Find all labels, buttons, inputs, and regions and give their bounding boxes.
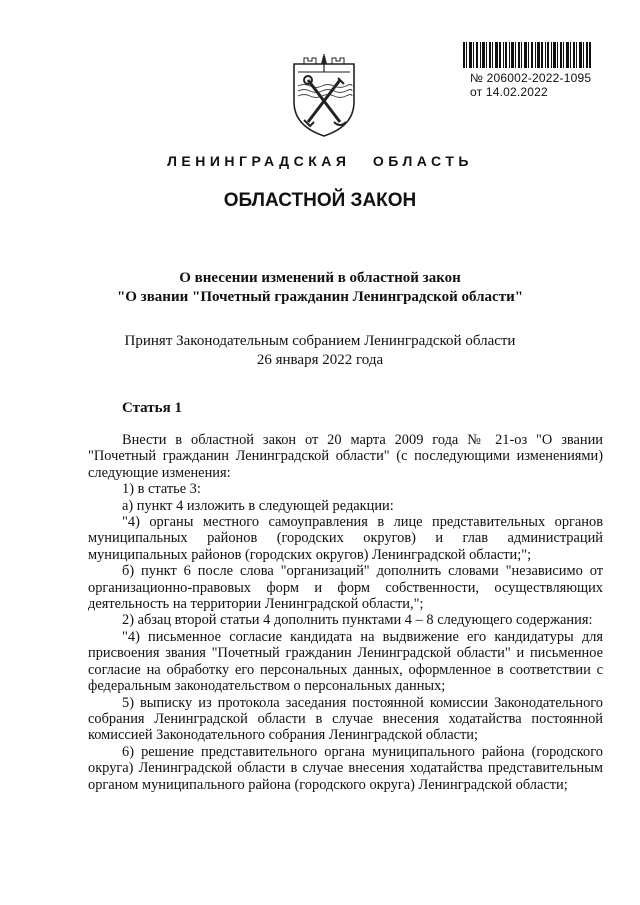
law-type-heading: ОБЛАСТНОЙ ЗАКОН (223, 190, 417, 211)
adoption-date: 26 января 2022 года (256, 352, 384, 368)
article-paragraph: 2) абзац второй статьи 4 дополнить пунктами 4 – 8 следующего содержания: (122, 612, 593, 629)
article-paragraph: б) пункт 6 после слова "организаций" дополнить словами "независимо от организационно-правовых форм и форм собственности, осуществляющих деятельность на территории Ленинградской области,"; (88, 563, 603, 613)
article-paragraph: Внести в областной закон от 20 марта 2009 года № 21-оз "О звании "Почетный гражданин Ленинградской области" (с последующими изменениями) следующие изменения: (88, 432, 603, 481)
adoption-note (0, 332, 640, 370)
adoption-body: Принят Законодательным собранием Ленинградской области (124, 333, 516, 349)
article-paragraph: а) пункт 4 изложить в следующей редакции: (122, 497, 394, 514)
article-paragraph: "4) органы местного самоуправления в лице представительных органов муниципальных районов (городских округов) и глав администраций муниципальных районов (городских округов) Ленинградской области;"; (88, 514, 603, 563)
article-heading: Статья 1 (122, 400, 182, 416)
registration-stamp (470, 71, 591, 99)
registration-number: № 206002-2022-1095 (470, 71, 592, 85)
article-paragraph: 5) выписку из протокола заседания постоянной комиссии Законодательного собрания Ленинградской области в случае внесения ходатайства постоянной комиссией Законодательного собрания Ленинградской области; (88, 694, 603, 744)
law-title-line-2: "О звании "Почетный гражданин Ленинградской области" (116, 289, 524, 305)
article-paragraph: "4) письменное согласие кандидата на выдвижение его кандидатуры для присвоения звания "Почетный гражданин Ленинградской области" и письменное согласие на обработку его персональных данных, оформленное в соответствии с федеральным законодательством о персональных данных; (88, 628, 603, 695)
law-title (0, 269, 640, 307)
article-paragraph: 1) в статье 3: (122, 481, 201, 498)
law-title-line-1: О внесении изменений в областной закон (179, 270, 461, 286)
article-body (88, 432, 603, 793)
article-paragraph: 6) решение представительного органа муниципального района (городского округа) Ленинградской области в случае внесения ходатайства представительным органом муниципального района (городского округа) Ленинградской области; (88, 743, 603, 793)
region-name: ЛЕНИНГРАДСКАЯ ОБЛАСТЬ (167, 153, 473, 169)
coat-of-arms-icon (290, 50, 358, 138)
barcode-icon (463, 42, 591, 68)
registration-date: от 14.02.2022 (470, 85, 548, 99)
